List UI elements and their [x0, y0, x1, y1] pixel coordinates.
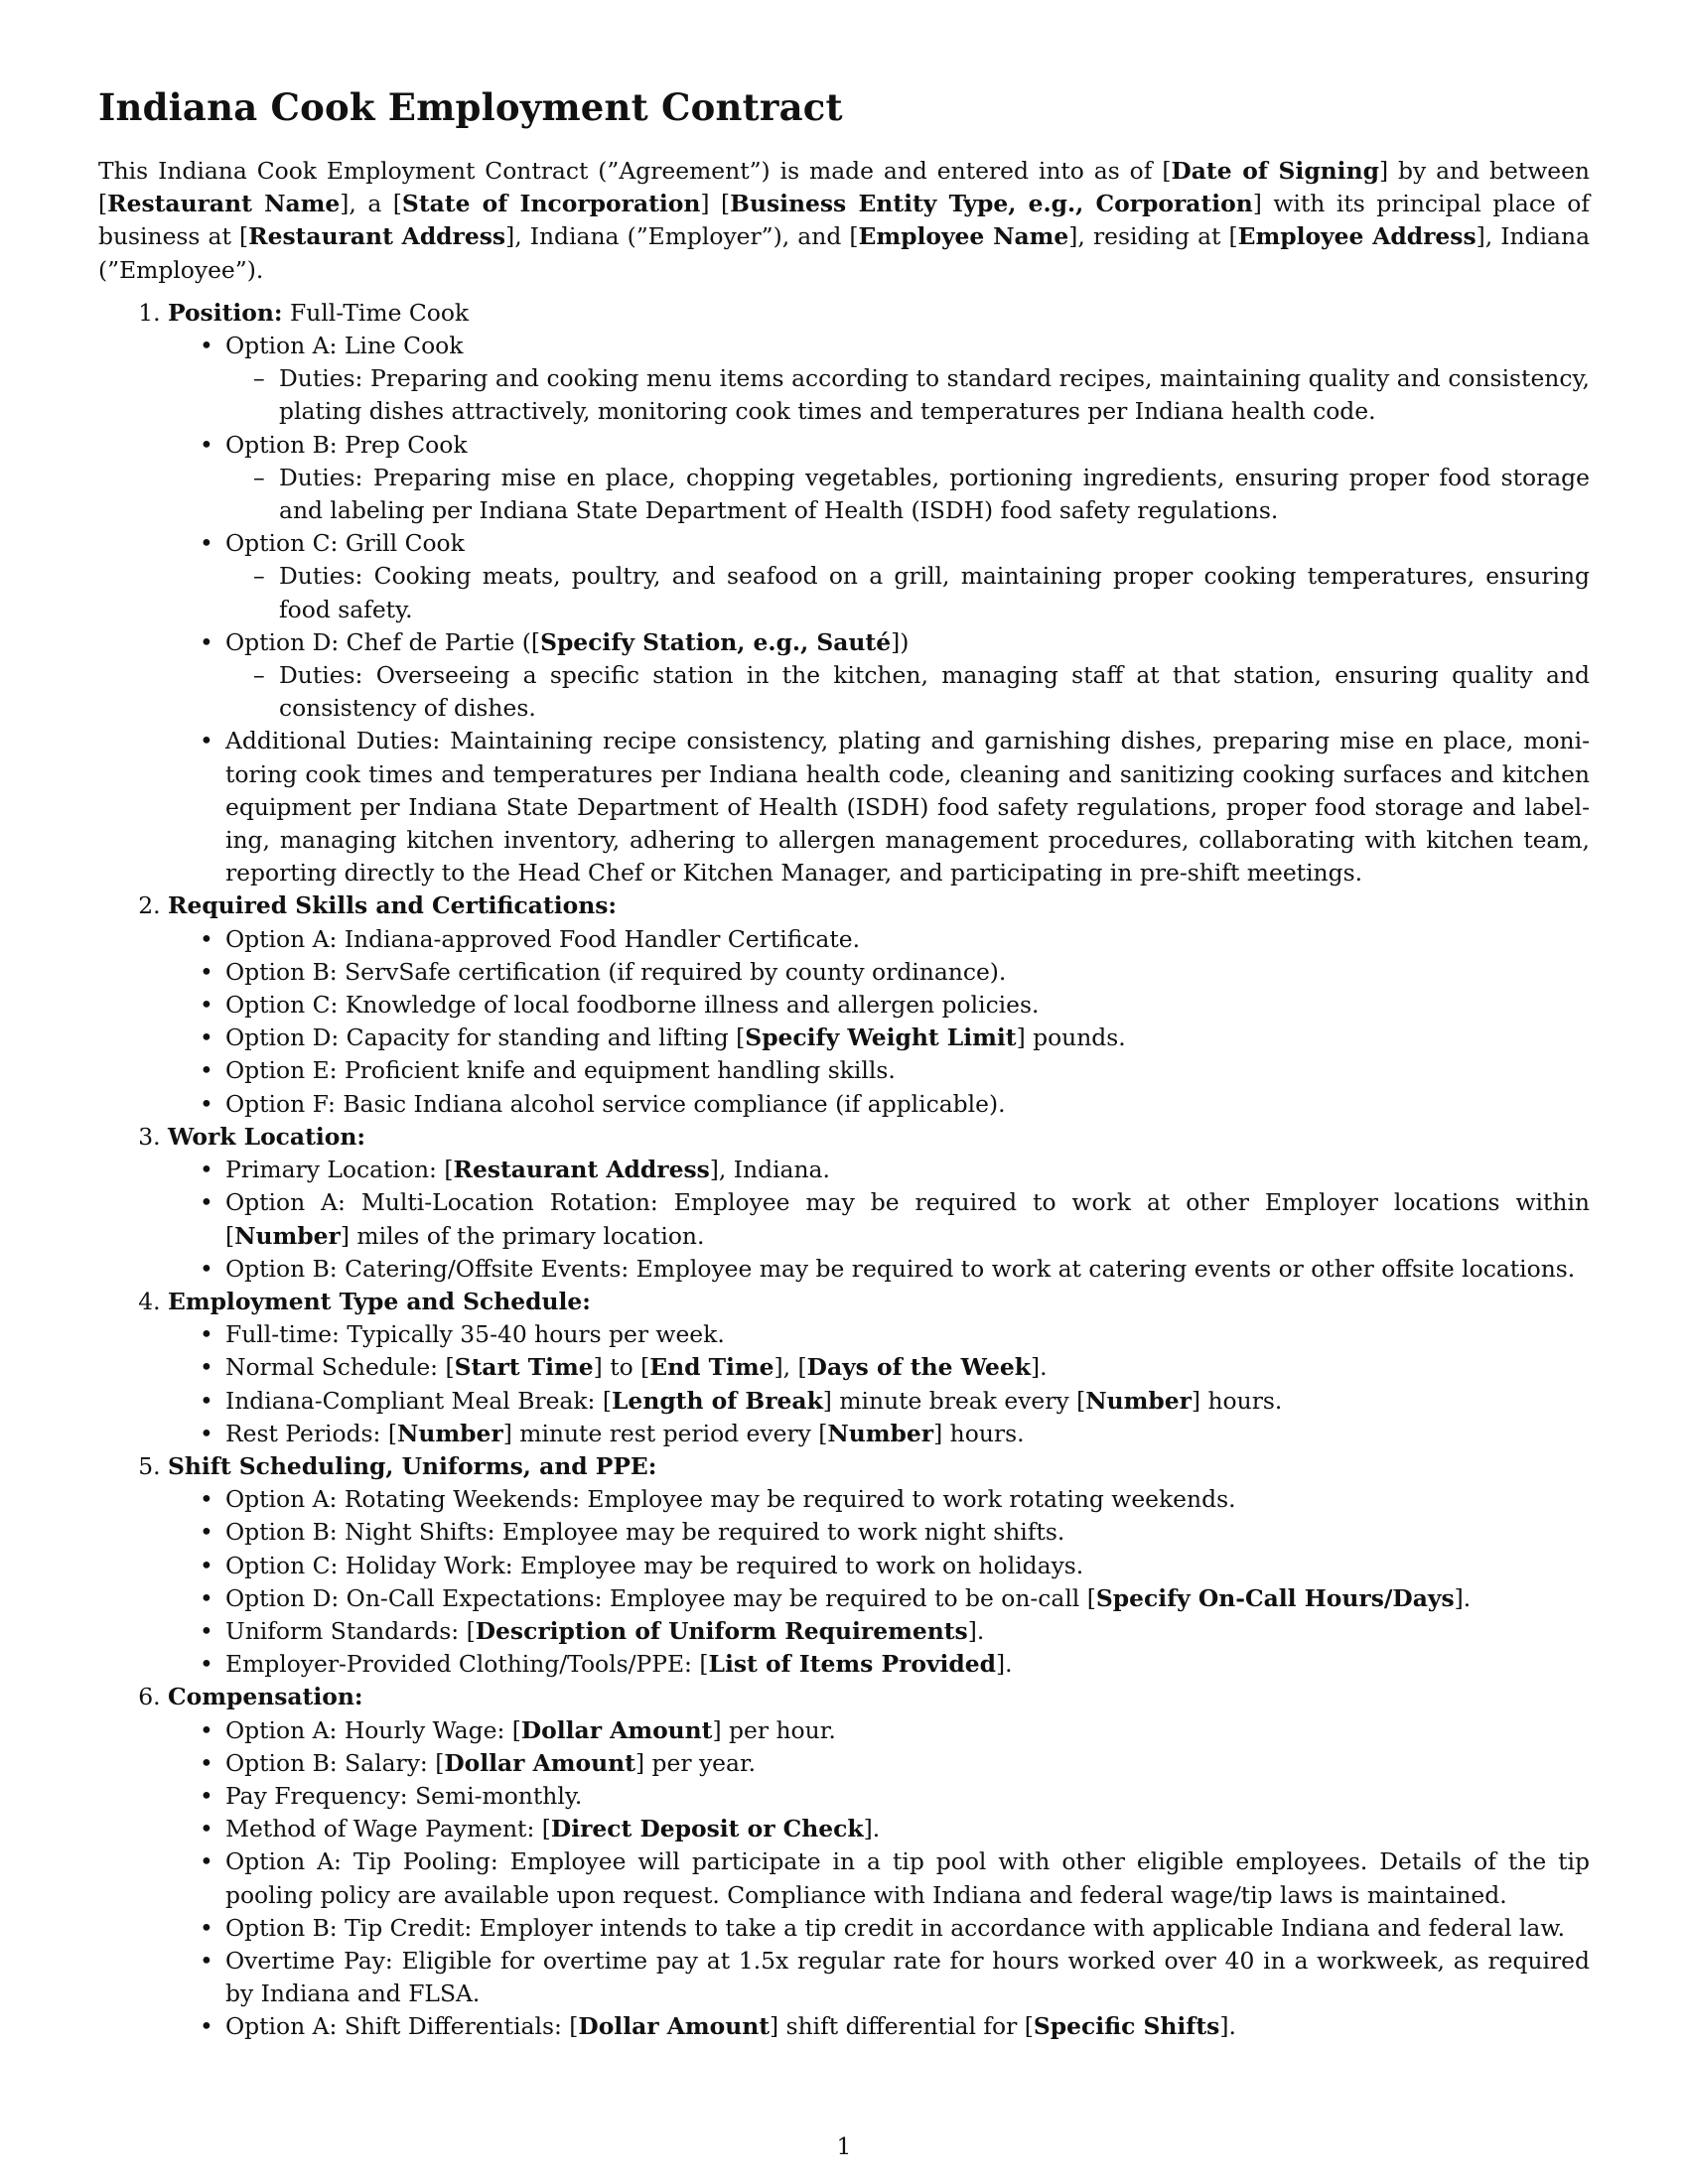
placeholder-field: Restaurant Address [453, 1156, 710, 1184]
list-item [225, 1318, 1590, 1351]
placeholder-field: Length of Break [611, 1386, 823, 1415]
text-run: ] minute break every [ [822, 1386, 1086, 1415]
list-item [225, 1648, 1590, 1681]
placeholder-field: Business Entity Type, e.g., Corporation [730, 190, 1253, 218]
text-run: Primary Location: [ [225, 1156, 454, 1184]
text-run: Duties: Preparing and cooking menu items according to standard recipes, maintaining quality and consistency, plating dishes attractively, monitoring cook times and temperatures per Indiana health code. [279, 364, 1590, 426]
list-item [225, 330, 1590, 429]
text-run: ] hours. [933, 1419, 1025, 1447]
text-run: Option B: Prep Cook [225, 430, 468, 459]
section-items [168, 330, 1590, 889]
text-run: ] miles of the primary location. [340, 1221, 705, 1250]
list-item [225, 1813, 1590, 1845]
duties-list [225, 362, 1590, 428]
text-run: Option A: Rotating Weekends: Employee may be required to work rotating weekends. [225, 1485, 1236, 1514]
text-run: Option A: Hourly Wage: [ [225, 1715, 521, 1744]
list-item [225, 1912, 1590, 1945]
text-run: ], residing at [ [1068, 222, 1238, 251]
contract-section [168, 1286, 1590, 1450]
section-heading: Position: [168, 298, 283, 327]
list-item [225, 1780, 1590, 1813]
section-items [168, 1483, 1590, 1681]
placeholder-field: Specify Weight Limit [745, 1024, 1017, 1052]
section-items [168, 1714, 1590, 2044]
list-item [225, 1385, 1590, 1418]
text-run: Indiana-Compliant Meal Break: [ [225, 1386, 612, 1415]
text-run: Duties: Cooking meats, poultry, and seafood on a grill, maintaining proper cooking temperatures, ensuring food safety. [279, 562, 1590, 623]
contract-sections [98, 297, 1590, 2044]
text-run: Option D: On-Call Expectations: Employee may be required to be on-call [ [225, 1583, 1096, 1612]
text-run: Full-time: Typically 35-40 hours per week. [225, 1320, 725, 1349]
document-title: Indiana Cook Employment Contract [98, 85, 843, 129]
text-run: ] minute rest period every [ [502, 1419, 828, 1447]
text-run: Option B: Night Shifts: Employee may be required to work night shifts. [225, 1518, 1065, 1547]
text-run: Uniform Standards: [ [225, 1616, 476, 1645]
list-item [225, 1253, 1590, 1286]
placeholder-field: Dollar Amount [520, 1715, 713, 1744]
duties-list [225, 560, 1590, 625]
placeholder-field: Specify On-Call Hours/Days [1095, 1583, 1455, 1612]
placeholder-field: Days of the Week [806, 1353, 1031, 1382]
placeholder-field: Employee Address [1237, 222, 1477, 251]
contract-section [168, 889, 1590, 1120]
document-page [98, 85, 1590, 2044]
section-items [168, 1318, 1590, 1450]
text-run: ] per hour. [712, 1715, 836, 1744]
section-heading: Compensation: [168, 1683, 363, 1711]
placeholder-field: Specify Station, e.g., Sauté [540, 627, 892, 656]
text-run: Option A: Multi-Location Rotation: Employee may be required to work at other Employer locations within [ [225, 1188, 1590, 1250]
text-run: ] hours. [1191, 1386, 1283, 1415]
text-run: ]. [1219, 2012, 1236, 2041]
text-run: Option C: Knowledge of local foodborne illness and allergen policies. [225, 991, 1040, 1020]
text-run: Pay Frequency: Semi-monthly. [225, 1781, 583, 1810]
placeholder-field: Number [234, 1221, 341, 1250]
contract-section [168, 297, 1590, 890]
duties-item [279, 560, 1590, 625]
list-item [225, 1945, 1590, 2010]
contract-section [168, 1450, 1590, 1681]
text-run: Additional Duties: Maintaining recipe consistency, plating and garnishing dishes, preparing mise en place, monitoring cook times and temperatures per Indiana health code, cleaning and sanitizing cooking surfaces and kitchen equipment per Indiana State Department of Health (ISDH) food safety regulations, proper food storage and labeling, managing kitchen inventory, adhering to allergen management procedures, collaborating with kitchen team, reporting directly to the Head Chef or Kitchen Manager, and participating in pre-shift meetings. [225, 727, 1590, 887]
placeholder-field: Dollar Amount [444, 1748, 635, 1777]
text-run: ] with its principal place of business at [ [98, 190, 1591, 251]
text-run: Option B: Catering/Offsite Events: Employee may be required to work at catering events or other offsite locations. [225, 1254, 1576, 1283]
list-item [225, 1483, 1590, 1516]
duties-item [279, 659, 1590, 725]
text-run: ], [ [774, 1353, 807, 1382]
list-item [225, 1747, 1590, 1780]
section-items [168, 1154, 1590, 1286]
placeholder-field: Number [1085, 1386, 1192, 1415]
list-item [225, 923, 1590, 956]
duties-item [279, 462, 1590, 527]
text-run: Option E: Proficient knife and equipment handling skills. [225, 1056, 896, 1085]
text-run: Option D: Chef de Partie ([ [225, 627, 541, 656]
section-heading-value: Full-Time Cook [282, 298, 470, 327]
text-run: Option A: Line Cook [225, 332, 464, 360]
text-run: Option A: Indiana-approved Food Handler Certificate. [225, 924, 861, 953]
text-run: ] [ [700, 190, 731, 218]
text-run: Normal Schedule: [ [225, 1353, 455, 1382]
text-run: Option B: Salary: [ [225, 1748, 445, 1777]
text-run: ] shift differential for [ [770, 2012, 1034, 2041]
text-run: ]) [891, 627, 910, 656]
placeholder-field: Start Time [454, 1353, 594, 1382]
text-run: Duties: Preparing mise en place, chopping vegetables, portioning ingredients, ensuring proper food storage and labeling per Indiana State Department of Health (ISDH) food safety regulations. [279, 463, 1590, 525]
placeholder-field: Restaurant Name [107, 190, 341, 218]
text-run: ] pounds. [1016, 1024, 1126, 1052]
list-item [225, 1550, 1590, 1582]
placeholder-field: Description of Uniform Requirements [475, 1616, 968, 1645]
text-run: ]. [1454, 1583, 1472, 1612]
text-run: Option B: ServSafe certification (if required by county ordinance). [225, 957, 1007, 986]
text-run: Option D: Capacity for standing and lifting [ [225, 1024, 746, 1052]
list-item [225, 1186, 1590, 1252]
text-run: Option B: Tip Credit: Employer intends to take a tip credit in accordance with applicable Indiana and federal law. [225, 1913, 1566, 1942]
section-items [168, 923, 1590, 1121]
list-item [225, 1022, 1590, 1054]
duties-item [279, 362, 1590, 428]
text-run: ]. [996, 1650, 1013, 1679]
placeholder-field: Employee Name [858, 222, 1069, 251]
text-run: Rest Periods: [ [225, 1419, 397, 1447]
list-item [225, 989, 1590, 1022]
text-run: Duties: Overseeing a specific station in the kitchen, managing staff at that station, ensuring quality and consistency of dishes. [279, 661, 1590, 723]
contract-section [168, 1681, 1590, 2043]
text-run: ] by and between [ [98, 157, 1590, 218]
section-heading: Required Skills and Certifications: [168, 891, 618, 920]
placeholder-field: Number [827, 1419, 934, 1447]
contract-section [168, 1121, 1590, 1286]
placeholder-field: Date of Signing [1171, 157, 1379, 185]
list-item [225, 1582, 1590, 1615]
duties-list [225, 659, 1590, 725]
text-run: Option F: Basic Indiana alcohol service compliance (if applicable). [225, 1089, 1006, 1118]
section-heading: Shift Scheduling, Uniforms, and PPE: [168, 1451, 657, 1480]
text-run: This Indiana Cook Employment Contract (”Agreement”) is made and entered into as of [ [98, 157, 1172, 185]
list-item [225, 1088, 1590, 1121]
placeholder-field: End Time [649, 1353, 774, 1382]
list-item [225, 1418, 1590, 1450]
text-run: ] per year. [634, 1748, 757, 1777]
placeholder-field: Dollar Amount [578, 2012, 771, 2041]
list-item [225, 626, 1590, 726]
text-run: ] to [ [593, 1353, 650, 1382]
section-heading: Work Location: [168, 1122, 366, 1151]
duties-list [225, 462, 1590, 527]
text-run: Option C: Grill Cook [225, 529, 465, 558]
text-run: Employer-Provided Clothing/Tools/PPE: [ [225, 1650, 709, 1679]
text-run: ], a [ [340, 190, 402, 218]
text-run: ], Indiana (”Employer”), and [ [505, 222, 859, 251]
text-run: ], Indiana. [709, 1156, 830, 1184]
list-item [225, 1714, 1590, 1747]
list-item [225, 1845, 1590, 1911]
list-item [225, 429, 1590, 528]
text-run: Option A: Tip Pooling: Employee will participate in a tip pool with other eligible employees. Details of the tip pooling policy are available upon request. Compliance with Indiana and federal wage/tip laws is maintained. [225, 1847, 1590, 1909]
text-run: ]. [863, 1815, 881, 1843]
text-run: Option C: Holiday Work: Employee may be required to work on holidays. [225, 1551, 1084, 1579]
text-run: Option A: Shift Differentials: [ [225, 2012, 579, 2041]
placeholder-field: Specific Shifts [1033, 2012, 1220, 2041]
placeholder-field: Number [397, 1419, 503, 1447]
placeholder-field: State of Incorporation [401, 190, 701, 218]
intro-paragraph [98, 155, 1590, 287]
list-item [225, 956, 1590, 989]
list-item [225, 725, 1590, 889]
list-item [225, 1615, 1590, 1648]
list-item [225, 1516, 1590, 1549]
page-number: 1 [836, 2132, 852, 2160]
list-item [225, 1351, 1590, 1384]
placeholder-field: Restaurant Address [248, 222, 506, 251]
text-run: Method of Wage Payment: [ [225, 1815, 551, 1843]
list-item [225, 527, 1590, 626]
placeholder-field: Direct Deposit or Check [550, 1815, 864, 1843]
text-run: ]. [1030, 1353, 1048, 1382]
list-item [225, 2010, 1590, 2043]
list-item [225, 1154, 1590, 1186]
text-run: ]. [967, 1616, 985, 1645]
section-heading: Employment Type and Schedule: [168, 1287, 591, 1315]
text-run: ], Indiana (”Employee”). [98, 222, 1591, 284]
list-item [225, 1054, 1590, 1087]
text-run: Overtime Pay: Eligible for overtime pay at 1.5x regular rate for hours worked over 40 in a workweek, as required by Indiana and FLSA. [225, 1946, 1590, 2008]
placeholder-field: List of Items Provided [708, 1650, 997, 1679]
